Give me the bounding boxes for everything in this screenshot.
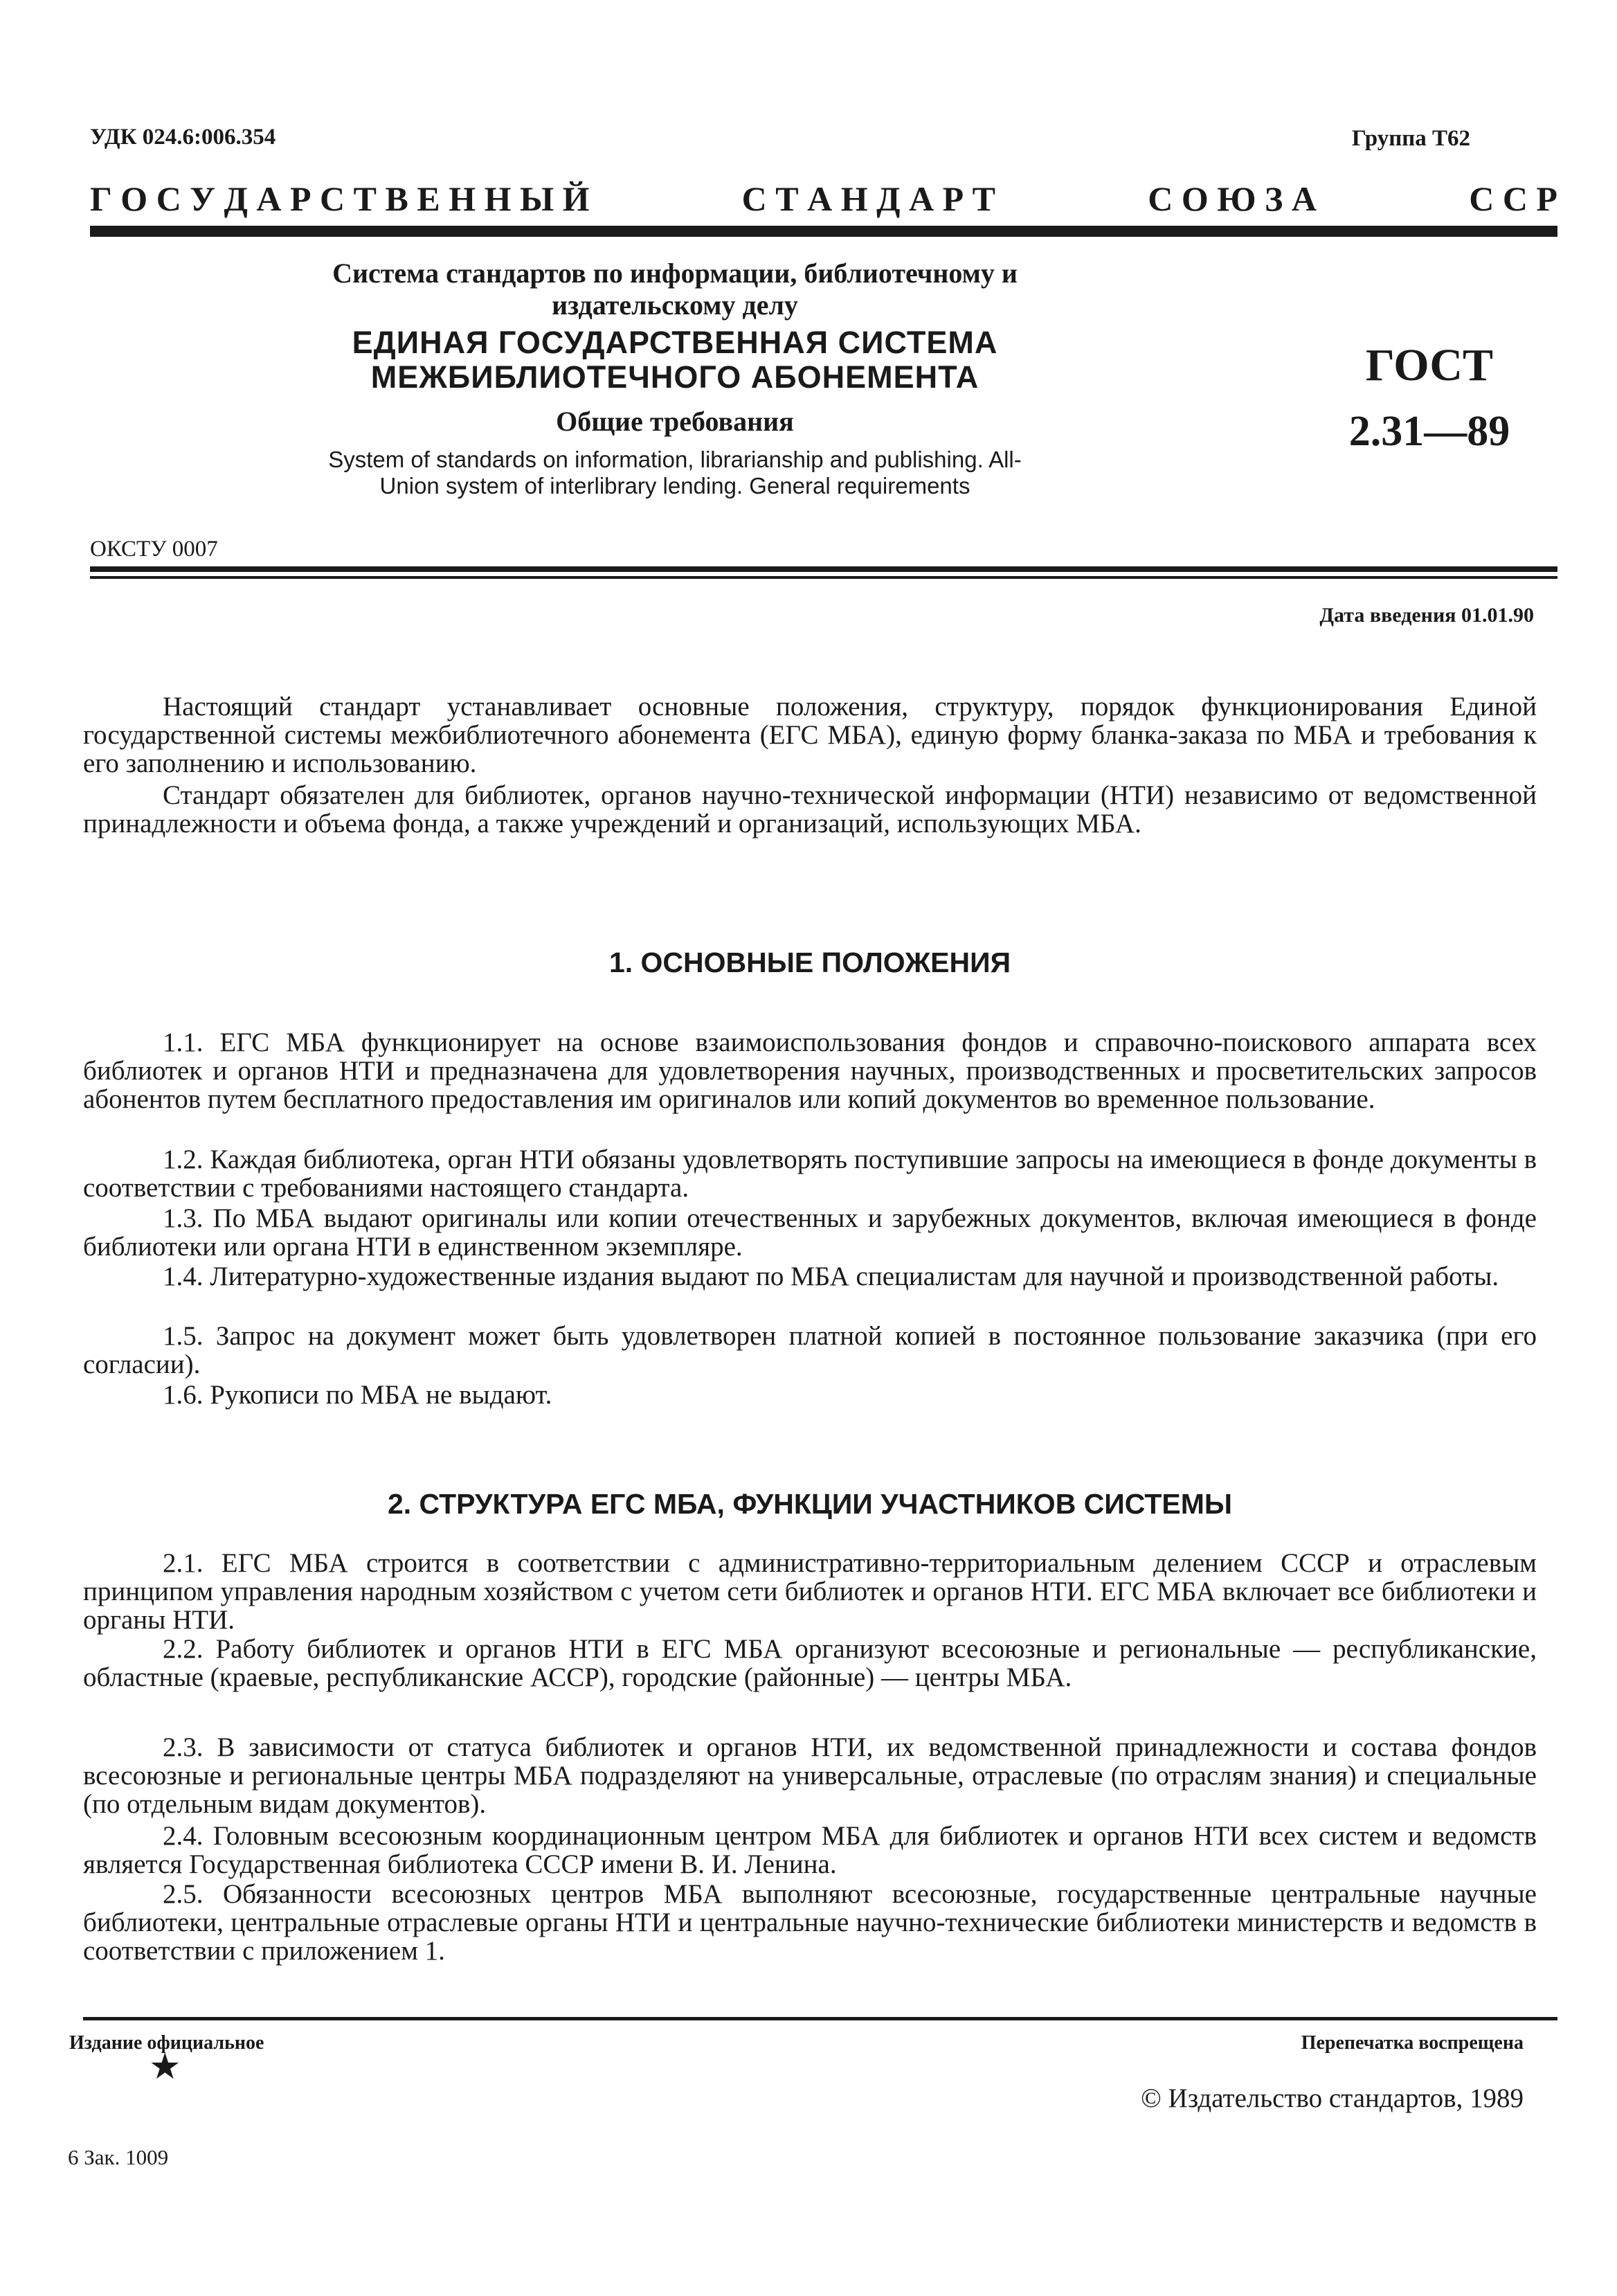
section-1-title: 1. ОСНОВНЫЕ ПОЛОЖЕНИЯ	[608, 947, 1011, 978]
paragraph-2-1: 2.1. ЕГС МБА строится в соответствии с административно-территориальным делением СССР и отраслевым принципом управления народным хозяйством с учетом сети библиотек и органов НТИ. ЕГС МБА включает все библиотеки и органы НТИ.	[83, 1548, 1537, 1635]
okstu-code: ОКСТУ 0007	[90, 537, 218, 562]
paragraph-2-4: 2.4. Головным всесоюзным координационным центром МБА для библиотек и органов НТИ всех систем и ведомств является Государственная библиотека СССР имени В. И. Ленина.	[83, 1821, 1537, 1879]
intro-paragraph: Настоящий стандарт устанавливает основные положения, структуру, порядок функционирования Единой государственной системы межбиблиотечного абонемента (ЕГС МБА), единую форму бланка-заказа по МБА и требования к его заполнению и использованию.	[83, 692, 1537, 778]
state-standard-heading	[90, 179, 1557, 219]
paragraph-1-5: 1.5. Запрос на документ может быть удовлетворен платной копией в постоянное пользование заказчика (при его согласии).	[83, 1321, 1537, 1379]
paragraph-1-3: 1.3. По МБА выдают оригиналы или копии отечественных и зарубежных документов, включая имеющиеся в фонде библиотеки или органа НТИ в единственном экземпляре.	[83, 1203, 1537, 1262]
section-2-title: 2. СТРУКТУРА ЕГС МБА, ФУНКЦИИ УЧАСТНИКОВ СИСТЕМЫ	[387, 1488, 1233, 1520]
paragraph-2-2: 2.2. Работу библиотек и органов НТИ в ЕГС МБА организуют всесоюзные и региональные — республиканские, областные (краевые, республиканские АССР), городские (районные) — центры МБА.	[83, 1634, 1537, 1692]
official-edition: Издание официальное	[69, 2032, 264, 2054]
paragraph-1-1: 1.1. ЕГС МБА функционирует на основе взаимоиспользования фондов и справочно-поискового аппарата всех библиотек и органов НТИ и предназначена для удовлетворения научных, производственных и просветительских запросов абонентов путем бесплатного предоставления им оригиналов или копий документов во временное пользование.	[83, 1028, 1537, 1114]
introduction-date: Дата введения 01.01.90	[1319, 604, 1534, 627]
footer-rule	[83, 2017, 1557, 2020]
document-subtitle: Общие требования	[556, 406, 794, 437]
order-number: 6 Зак. 1009	[68, 2145, 169, 2169]
standard-word: С Т А Н Д А Р Т	[741, 179, 996, 218]
header-rule	[90, 226, 1557, 237]
english-title: System of standards on information, librarianship and publishing. All-Union system of interlibrary lending. General requirements	[328, 447, 1022, 499]
ussr-word: С С Р	[1469, 179, 1557, 218]
gost-label: ГОСТ	[1365, 340, 1494, 391]
group-code: Группа Т62	[1351, 126, 1470, 151]
title-rule-thick	[90, 566, 1557, 572]
paragraph-1-2: 1.2. Каждая библиотека, орган НТИ обязаны удовлетворять поступившие запросы на имеющиеся в фонде документы в соответствии с требованиями настоящего стандарта.	[83, 1145, 1537, 1203]
paragraph-1-4: 1.4. Литературно-художественные издания выдают по МБА специалистам для научной и производственной работы.	[163, 1262, 1499, 1291]
paragraph-2-5: 2.5. Обязанности всесоюзных центров МБА выполняют всесоюзные, государственные центральные научные библиотеки, центральные отраслевые органы НТИ и центральные научно-технические библиотеки министерств и ведомств в соответствии с приложением 1.	[83, 1879, 1537, 1966]
udk-code: УДК 024.6:006.354	[90, 125, 276, 150]
reprint-notice: Перепечатка воспрещена	[1301, 2032, 1524, 2054]
gost-number: 2.31—89	[1348, 408, 1510, 455]
star-icon: ★	[149, 2047, 181, 2087]
copyright: © Издательство стандартов, 1989	[1141, 2083, 1524, 2113]
title-rule-thin	[90, 576, 1557, 579]
document-title: ЕДИНАЯ ГОСУДАРСТВЕННАЯ СИСТЕМА МЕЖБИБЛИОТЕЧНОГО АБОНЕМЕНТА	[352, 325, 998, 395]
intro-paragraph: Стандарт обязателен для библиотек, органов научно-технической информации (НТИ) независимо от ведомственной принадлежности и объема фонда, а также учреждений и организаций, использующих МБА.	[83, 780, 1537, 838]
paragraph-2-3: 2.3. В зависимости от статуса библиотек и органов НТИ, их ведомственной принадлежности и состава фондов всесоюзные и региональные центры МБА подразделяют на универсальные, отраслевые (по отраслям знания) и специальные (по отдельным видам документов).	[83, 1732, 1537, 1819]
series-title: Система стандартов по информации, библиотечному и издательскому делу	[332, 258, 1018, 321]
union-word: С О Ю З А	[1148, 179, 1317, 218]
state-word: Г О С У Д А Р С Т В Е Н Н Ы Й	[90, 179, 590, 218]
paragraph-1-6: 1.6. Рукописи по МБА не выдают.	[163, 1380, 552, 1410]
